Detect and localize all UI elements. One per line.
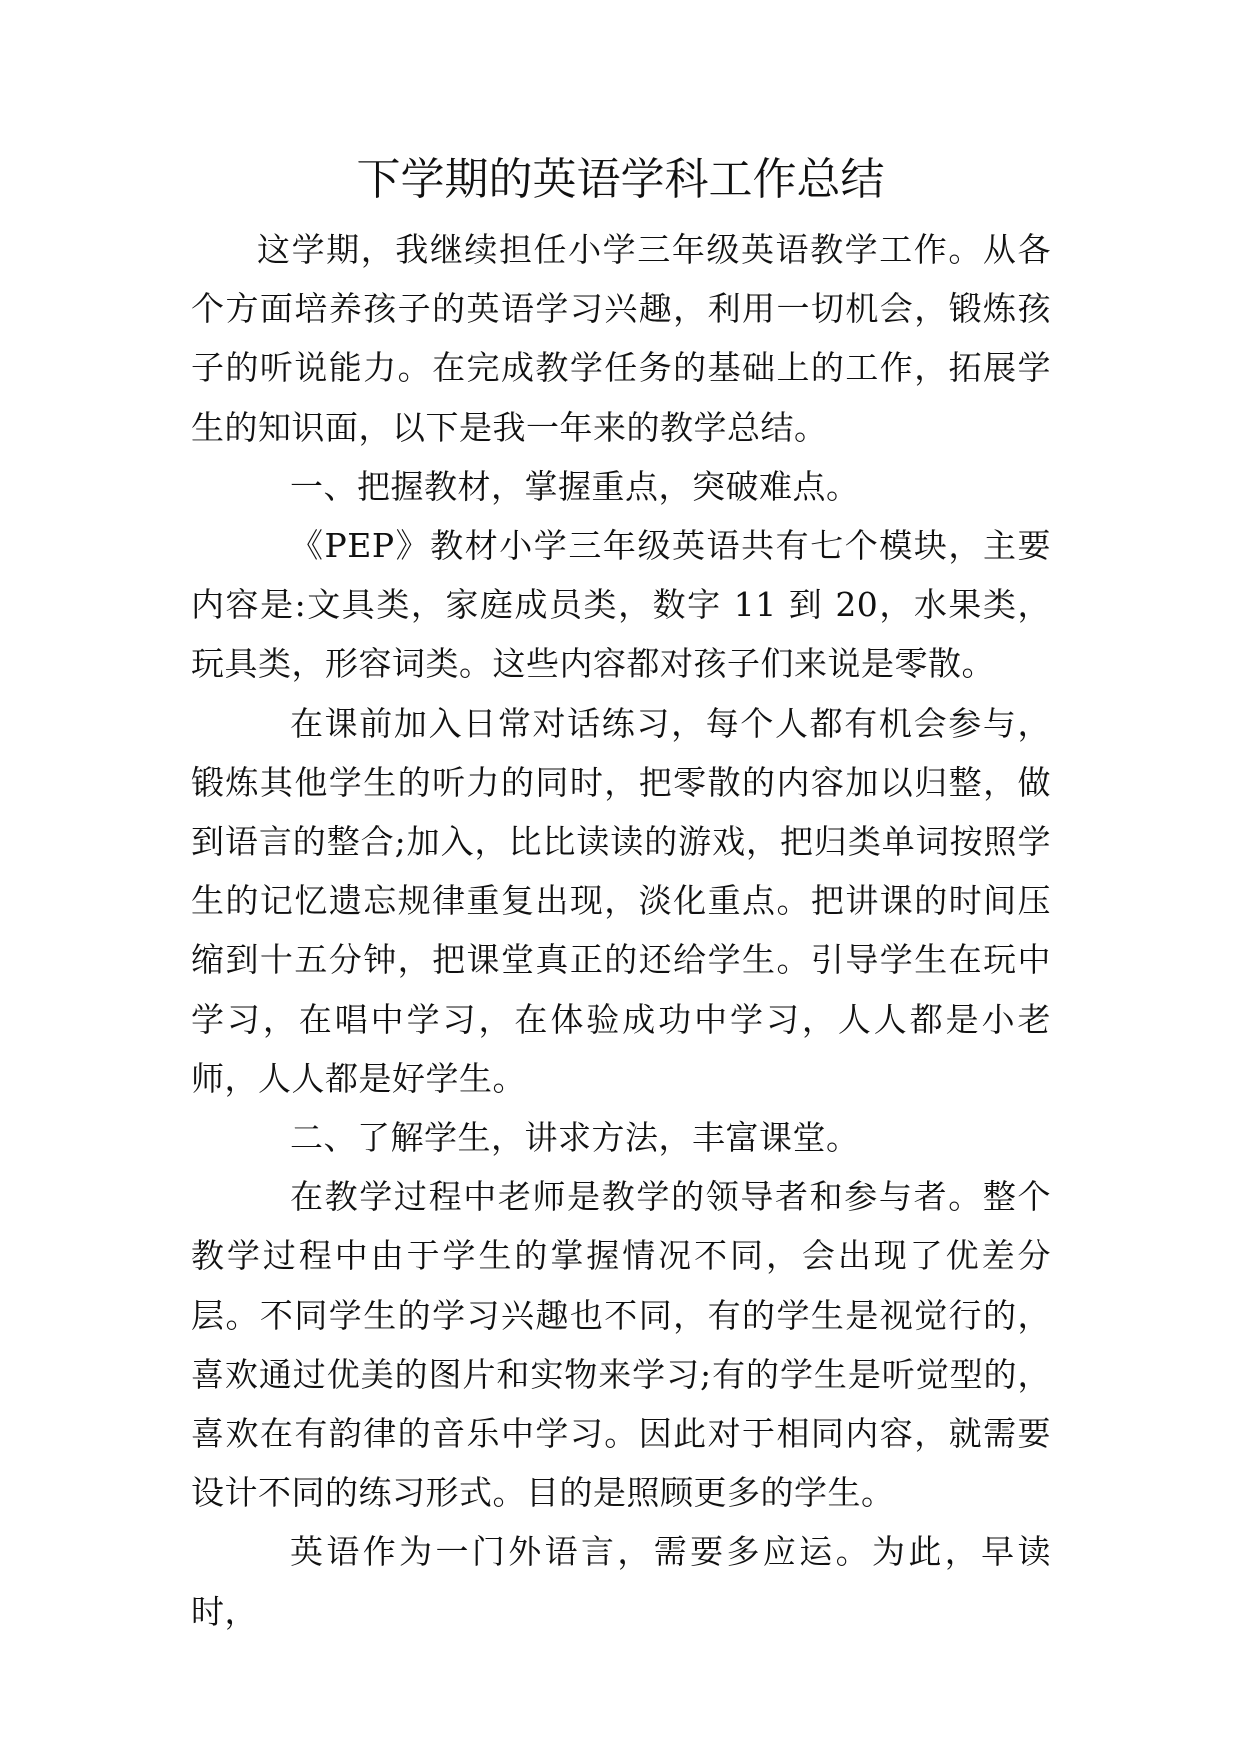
section-heading-2: 二、了解学生，讲求方法，丰富课堂。: [290, 1118, 860, 1158]
paragraph-intro: 这学期，我继续担任小学三年级英语教学工作。从各个方面培养孩子的英语学习兴趣，利用一切机会，锻炼孩子的听说能力。在完成教学任务的基础上的工作，拓展学生的知识面，以下是我一年来的教学总结。: [191, 230, 1051, 447]
paragraph-teaching-process: 在教学过程中老师是教学的领导者和参与者。整个教学过程中由于学生的掌握情况不同，会出现了优差分层。不同学生的学习兴趣也不同，有的学生是视觉行的，喜欢通过优美的图片和实物来学习;有的学生是听觉型的，喜欢在有韵律的音乐中学习。因此对于相同内容，就需要设计不同的练习形式。目的是照顾更多的学生。: [191, 1177, 1051, 1513]
section-heading-1: 一、把握教材，掌握重点，突破难点。: [290, 466, 860, 506]
paragraph-classroom-practice: 在课前加入日常对话练习，每个人都有机会参与，锻炼其他学生的听力的同时，把零散的内容加以归整，做到语言的整合;加入，比比读读的游戏，把归类单词按照学生的记忆遗忘规律重复出现，淡化重点。把讲课的时间压缩到十五分钟，把课堂真正的还给学生。引导学生在玩中学习，在唱中学习，在体验成功中学习，人人都是小老师，人人都是好学生。: [191, 703, 1051, 1098]
paragraph-textbook: 《PEP》教材小学三年级英语共有七个模块，主要内容是:文具类，家庭成员类，数字 11 到 20，水果类，玩具类，形容词类。这些内容都对孩子们来说是零散。: [191, 526, 1051, 684]
paragraph-english-practice: 英语作为一门外语言，需要多应运。为此，早读时，: [191, 1532, 1051, 1631]
document-title: 下学期的英语学科工作总结: [356, 154, 885, 205]
document-body: [191, 220, 1051, 1641]
